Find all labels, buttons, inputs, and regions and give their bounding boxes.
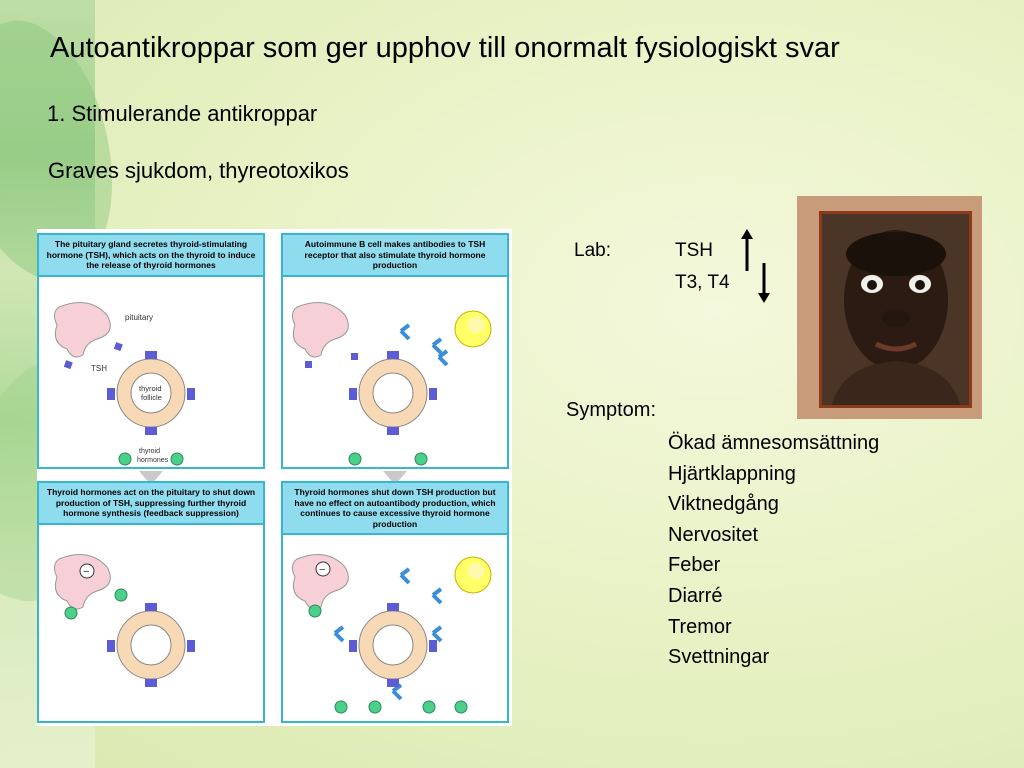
slide-title: Autoantikroppar som ger upphov till onormalt fysiologiskt svar [50, 32, 840, 64]
hormones-label-line2: hormones [137, 457, 169, 464]
panel-caption: Autoimmune B cell makes antibodies to TSH receptor that also stimulate thyroid hormone production [283, 235, 507, 277]
symptom-list [668, 428, 879, 673]
symptom-item: Feber [668, 554, 721, 577]
subtitle-stimulating-antibodies: 1. Stimulerande antikroppar [47, 101, 318, 126]
panel-caption: The pituitary gland secretes thyroid-stimulating hormone (TSH), which acts on the thyroid to induce the release of thyroid hormones [39, 235, 263, 277]
subtitle-graves-disease: Graves sjukdom, thyreotoxikos [48, 158, 349, 183]
panel-caption: Thyroid hormones act on the pituitary to shut down production of TSH, suppressing further thyroid hormone synthesis (feedback suppression) [39, 483, 263, 525]
feedback-diagram [39, 483, 263, 721]
normal-tsh-diagram [39, 235, 263, 467]
panel-normal-tsh [37, 233, 265, 469]
symptom-item: Ökad ämnesomsättning [668, 432, 880, 454]
follicle-label: follicle [141, 393, 162, 402]
symptom-item: Hjärtklappning [668, 462, 796, 485]
symptom-item: Diarré [668, 584, 723, 607]
symptom-item: Nervositet [668, 523, 759, 546]
symptom-item: Tremor [668, 615, 732, 638]
minus-sign: − [83, 566, 90, 578]
panel-excessive-production [281, 481, 509, 723]
symptom-heading: Symptom: [566, 399, 657, 421]
panel-autoimmune-b-cell [281, 233, 509, 469]
lab-tsh: TSH [675, 240, 713, 261]
arrow-up-icon [740, 229, 754, 271]
panel-feedback-suppression [37, 481, 265, 723]
minus-sign: − [319, 564, 326, 576]
graves-mechanism-figure [37, 229, 512, 726]
lab-label: Lab: [574, 240, 611, 261]
symptom-item: Viktnedgång [668, 493, 779, 516]
patient-photo [819, 211, 972, 408]
arrow-down-icon [757, 263, 771, 303]
hormones-label-line1: thyroid [139, 448, 161, 455]
pituitary-label: pituitary [125, 313, 154, 322]
tsh-label: TSH [91, 364, 107, 373]
symptom-item: Svettningar [668, 646, 770, 669]
excessive-hormone-diagram [283, 483, 507, 721]
autoantibody-diagram [283, 235, 507, 467]
panel-caption: Thyroid hormones shut down TSH production but have no effect on autoantibody production, which continues to cause excessive thyroid hormone production [283, 483, 507, 535]
thyroid-label: thyroid [139, 384, 162, 393]
lab-t3-t4: T3, T4 [675, 272, 730, 293]
